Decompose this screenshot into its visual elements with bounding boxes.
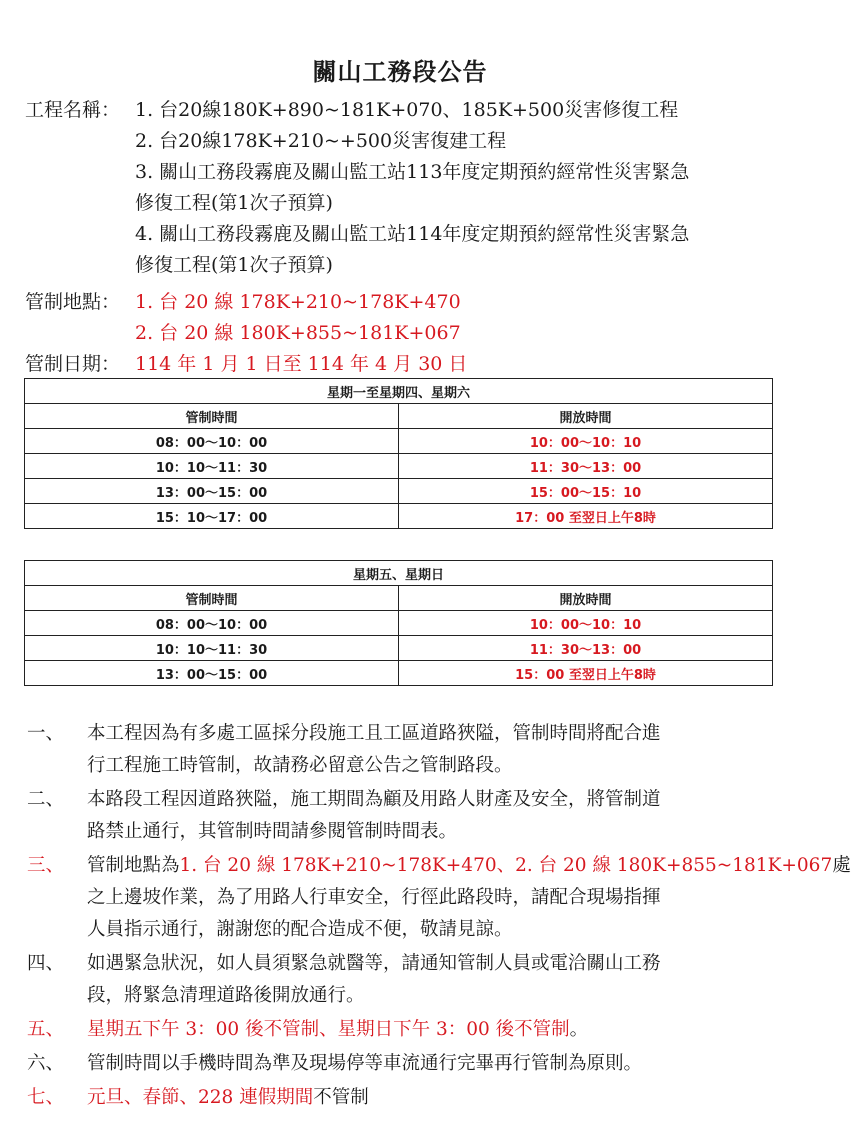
open-time-cell: 11：30～13：00 [399, 636, 773, 661]
notice-text: 行工程施工時管制，故請務必留意公告之管制路段。 [87, 755, 513, 776]
table-row [25, 479, 773, 504]
notice-text: 之上邊坡作業，為了用路人行車安全，行徑此路段時，請配合現場指揮 [87, 887, 661, 908]
column-header-open: 開放時間 [399, 404, 773, 429]
page-title: 關山工務段公告 [312, 57, 488, 86]
open-time-cell: 10：00～10：10 [399, 611, 773, 636]
table-heading: 星期五、星期日 [25, 561, 773, 586]
notice-text: 段，將緊急清理道路後開放通行。 [87, 985, 365, 1006]
project-item: 1. 台20線180K+890~181K+070、185K+500災害修復工程 [135, 99, 679, 121]
control-location-list [135, 287, 461, 349]
project-item: 4. 關山工務段霧鹿及關山監工站114年度定期預約經常性災害緊急 [135, 223, 690, 245]
notice-text [87, 1082, 777, 1114]
notice-number: 四、 [27, 953, 65, 974]
control-time-cell: 13：00～15：00 [25, 479, 399, 504]
project-item: 修復工程(第1次子預算) [135, 192, 333, 214]
notice-highlight: 1. 台 20 線 178K+210~178K+470、2. 台 20 線 180K+855~181K+067 [179, 855, 833, 876]
control-time-cell: 08：00～10：00 [25, 429, 399, 454]
table-row [25, 504, 773, 529]
column-header-open: 開放時間 [399, 586, 773, 611]
notice-text: 管制時間以手機時間為準及現場停等車流通行完畢再行管制為原則。 [87, 1053, 643, 1074]
notice-text: 路禁止通行，其管制時間請參閱管制時間表。 [87, 821, 458, 842]
project-item: 3. 關山工務段霧鹿及關山監工站113年度定期預約經常性災害緊急 [135, 161, 690, 183]
schedule-table-weekend [24, 560, 773, 686]
notice-text [87, 850, 851, 882]
column-header-control: 管制時間 [25, 586, 399, 611]
control-location-item: 1. 台 20 線 178K+210~178K+470 [135, 291, 461, 313]
notice-number: 三、 [27, 855, 65, 876]
notice-number: 六、 [27, 1053, 65, 1074]
table-row [25, 611, 773, 636]
notice-number: 二、 [27, 789, 65, 810]
column-header-control: 管制時間 [25, 404, 399, 429]
notice-prefix: 管制地點為 [87, 855, 180, 876]
project-label: 工程名稱： [25, 99, 121, 121]
notice-item-6 [27, 1048, 777, 1080]
table-row [25, 661, 773, 686]
project-list [135, 95, 689, 281]
table-row [25, 454, 773, 479]
notice-item-2 [27, 784, 777, 848]
open-time-cell: 17：00 至翌日上午8時 [399, 504, 773, 529]
notice-suffix: 處 [832, 855, 851, 876]
control-time-cell: 10：10～11：30 [25, 636, 399, 661]
notice-suffix: 不管制 [313, 1087, 369, 1108]
notice-text: 如遇緊急狀況，如人員須緊急就醫等，請通知管制人員或電洽關山工務 [87, 953, 661, 974]
control-location-label: 管制地點： [25, 291, 121, 313]
schedule-table-weekday [24, 378, 773, 529]
control-date-value: 114 年 1 月 1 日至 114 年 4 月 30 日 [135, 353, 468, 375]
table-row [25, 429, 773, 454]
open-time-cell: 15：00 至翌日上午8時 [399, 661, 773, 686]
notice-text: 本路段工程因道路狹隘，施工期間為顧及用路人財產及安全，將管制道 [87, 789, 661, 810]
notice-number: 五、 [27, 1019, 65, 1040]
project-item: 修復工程(第1次子預算) [135, 254, 333, 276]
notice-highlight: 星期五下午 3：00 後不管制、星期日下午 3：00 後不管制 [87, 1019, 570, 1040]
notice-item-1 [27, 718, 777, 782]
control-time-cell: 10：10～11：30 [25, 454, 399, 479]
open-time-cell: 15：00～15：10 [399, 479, 773, 504]
notice-text: 人員指示通行，謝謝您的配合造成不便，敬請見諒。 [87, 919, 513, 940]
notice-item-5 [27, 1014, 777, 1046]
notice-number: 七、 [27, 1087, 65, 1108]
notice-text: 本工程因為有多處工區採分段施工且工區道路狹隘，管制時間將配合進 [87, 723, 661, 744]
open-time-cell: 10：00～10：10 [399, 429, 773, 454]
open-time-cell: 11：30～13：00 [399, 454, 773, 479]
control-location-item: 2. 台 20 線 180K+855~181K+067 [135, 322, 461, 344]
control-time-cell: 08：00～10：00 [25, 611, 399, 636]
notice-highlight: 元旦、春節、228 連假期間 [87, 1087, 314, 1108]
control-time-cell: 15：10～17：00 [25, 504, 399, 529]
table-row [25, 636, 773, 661]
notice-text [87, 1014, 777, 1046]
notice-list [27, 718, 851, 1116]
notice-item-3 [27, 850, 851, 946]
table-heading: 星期一至星期四、星期六 [25, 379, 773, 404]
notice-number: 一、 [27, 723, 65, 744]
control-time-cell: 13：00～15：00 [25, 661, 399, 686]
notice-item-4 [27, 948, 777, 1012]
notice-end: 。 [569, 1019, 589, 1040]
control-date-label: 管制日期： [25, 353, 121, 375]
notice-item-7 [27, 1082, 777, 1114]
project-item: 2. 台20線178K+210~+500災害復建工程 [135, 130, 507, 152]
